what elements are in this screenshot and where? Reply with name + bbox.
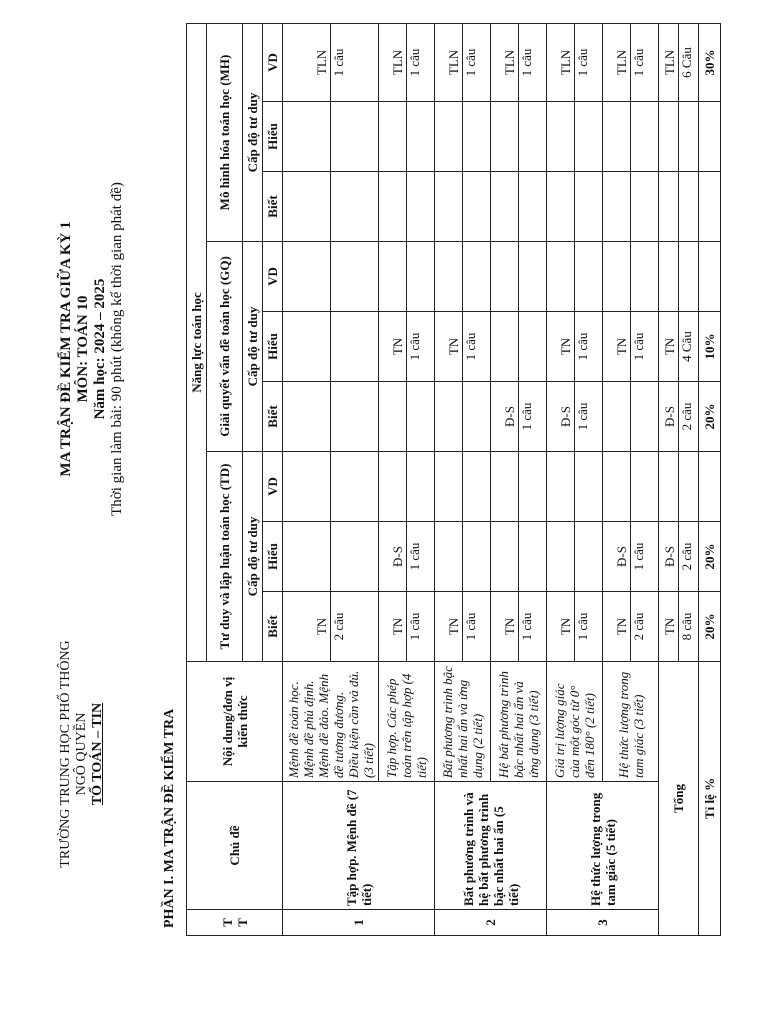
cell-question-count (631, 102, 647, 171)
matrix-cell (547, 522, 603, 592)
school-line-1: TRƯỜNG TRUNG HỌC PHỔ THÔNG (58, 640, 73, 868)
cell-question-count: 2 câu (331, 612, 346, 641)
header-td-biet: Biết (263, 592, 283, 662)
cell-question-count (407, 242, 423, 311)
cell-question-type: TLN (614, 24, 631, 101)
header-mh: Mô hình hóa toán học (MH) (207, 23, 243, 241)
cell-question-type (390, 102, 407, 171)
cell-question-count: 6 Câu (679, 47, 694, 78)
cell-question-type: TLN (314, 24, 331, 101)
matrix-cell (603, 592, 659, 662)
cell-question-count (407, 452, 423, 521)
matrix-cell (603, 312, 659, 382)
header-tt: T T (187, 910, 283, 936)
cell-question-count: 4 Câu (679, 331, 694, 362)
matrix-cell (283, 382, 379, 452)
header-mh-biet: Biết (263, 172, 283, 242)
cell-question-count (631, 452, 647, 521)
cell-question-count: 2 câu (679, 402, 694, 431)
ratio-cell (699, 172, 721, 242)
cell-question-count (679, 452, 695, 521)
cell-question-type: Đ-S (502, 382, 519, 451)
matrix-cell (283, 172, 379, 242)
cell-question-type: TN (558, 592, 575, 661)
ratio-cell: 20% (699, 592, 721, 662)
matrix-cell (547, 312, 603, 382)
exam-title (58, 114, 126, 584)
matrix-cell (283, 452, 379, 522)
matrix-cell (435, 102, 491, 172)
cell-question-type: TN (390, 312, 407, 381)
cell-question-count: 1 câu (463, 332, 478, 361)
matrix-cell (659, 452, 699, 522)
matrix-cell (603, 23, 659, 101)
cell-question-type (390, 452, 407, 521)
matrix-cell (435, 522, 491, 592)
matrix-cell (435, 452, 491, 522)
header-capdo-gq: Cấp độ tư duy (243, 242, 263, 452)
cell-question-type: Đ-S (558, 382, 575, 451)
matrix-cell (603, 172, 659, 242)
matrix-cell (435, 592, 491, 662)
header-capdo-mh: Cấp độ tư duy (243, 23, 263, 241)
matrix-cell (547, 452, 603, 522)
cell-question-type: TLN (502, 24, 519, 101)
cell-question-count: 1 câu (631, 542, 646, 571)
cell-question-count (575, 522, 591, 591)
cell-question-type (446, 242, 463, 311)
matrix-cell (379, 382, 435, 452)
school-line-2: NGÔ QUYỀN (74, 712, 89, 796)
header-nang-luc: Năng lực toán học (187, 23, 207, 661)
cell-question-type (314, 452, 331, 521)
cell-question-type: TLN (662, 24, 679, 101)
row-chu-de: Hệ thức lượng trong tam giác (5 tiết) (547, 782, 659, 910)
matrix-cell (603, 102, 659, 172)
cell-question-type (314, 172, 331, 241)
header-mh-hieu: Hiểu (263, 102, 283, 172)
matrix-cell (659, 382, 699, 452)
row-noi-dung: Hệ bất phương trình bậc nhất hai ẩn và ứng dụng (3 tiết) (491, 662, 547, 782)
cell-question-count: 2 câu (631, 612, 646, 641)
cell-question-type (558, 452, 575, 521)
cell-question-type: TN (662, 592, 679, 661)
cell-question-count (463, 102, 479, 171)
cell-question-count: 1 câu (575, 332, 590, 361)
cell-question-count (679, 172, 695, 241)
ratio-cell (699, 242, 721, 312)
matrix-cell (659, 592, 699, 662)
cell-question-type (614, 382, 631, 451)
cell-question-type (314, 242, 331, 311)
row-noi-dung: Bất phương trình bậc nhất hai ẩn và ứng dụng (2 tiết) (435, 662, 491, 782)
matrix-cell (435, 23, 491, 101)
cell-question-count: 1 câu (519, 612, 534, 641)
matrix-cell (603, 522, 659, 592)
cell-question-count: 1 câu (575, 402, 590, 431)
matrix-cell (659, 242, 699, 312)
cell-question-type (390, 172, 407, 241)
cell-question-type (614, 172, 631, 241)
matrix-cell (659, 522, 699, 592)
cell-question-count (331, 172, 347, 241)
cell-question-type (314, 522, 331, 591)
cell-question-count: 1 câu (407, 542, 422, 571)
ratio-cell: 30% (699, 23, 721, 101)
cell-question-count (679, 102, 695, 171)
cell-question-count (407, 172, 423, 241)
cell-question-count (575, 452, 591, 521)
matrix-cell (379, 592, 435, 662)
cell-question-type: Đ-S (390, 522, 407, 591)
matrix-cell (379, 172, 435, 242)
school-header (58, 604, 106, 904)
cell-question-count (631, 382, 647, 451)
cell-question-count (519, 312, 535, 381)
matrix-cell (283, 592, 379, 662)
matrix-cell (283, 312, 379, 382)
cell-question-type (502, 312, 519, 381)
cell-question-type (502, 172, 519, 241)
header-gq: Giải quyết vấn đề toán học (GQ) (207, 242, 243, 452)
cell-question-count: 1 câu (519, 48, 534, 77)
cell-question-count (519, 452, 535, 521)
matrix-cell (547, 242, 603, 312)
cell-question-type (614, 242, 631, 311)
cell-question-count: 1 câu (575, 612, 590, 641)
header-gq-biet: Biết (263, 382, 283, 452)
cell-question-count (331, 312, 347, 381)
total-row (659, 23, 699, 935)
cell-question-count (519, 102, 535, 171)
cell-question-type (446, 522, 463, 591)
matrix-cell (547, 382, 603, 452)
matrix-cell (659, 312, 699, 382)
matrix-cell (379, 522, 435, 592)
header-gq-hieu: Hiểu (263, 312, 283, 382)
matrix-cell (547, 172, 603, 242)
cell-question-count (331, 452, 347, 521)
cell-question-count (575, 102, 591, 171)
cell-question-count: 1 câu (631, 332, 646, 361)
cell-question-count (519, 242, 535, 311)
row-noi-dung: Giá trị lượng giác của một góc từ 0° đến 180° (2 tiết) (547, 662, 603, 782)
cell-question-type: TLN (558, 24, 575, 101)
cell-question-type: Đ-S (662, 522, 679, 591)
matrix-cell (379, 312, 435, 382)
cell-question-count (463, 382, 479, 451)
cell-question-count: 1 câu (631, 48, 646, 77)
header-mh-vd: VD (263, 23, 283, 101)
matrix-cell (491, 102, 547, 172)
ratio-label: Tỉ lệ % (699, 662, 721, 936)
row-tt: 2 (435, 910, 547, 936)
cell-question-count (631, 172, 647, 241)
matrix-cell (547, 23, 603, 101)
cell-question-count (463, 242, 479, 311)
cell-question-count: 1 câu (463, 48, 478, 77)
cell-question-type (614, 102, 631, 171)
matrix-cell (603, 382, 659, 452)
cell-question-type (446, 102, 463, 171)
table-row (435, 23, 491, 935)
row-chu-de: Bất phương trình và hệ bất phương trình bậc nhất hai ẩn (5 tiết) (435, 782, 547, 910)
header-chu-de: Chủ đề (187, 782, 283, 910)
ratio-cell: 20% (699, 382, 721, 452)
cell-question-count (463, 522, 479, 591)
row-noi-dung: Mệnh đề toán học. Mệnh đề phủ định. Mệnh đề đảo. Mệnh đề tương đương. Điều kiện cần và đủ. (3 tiết) (283, 662, 379, 782)
total-label: Tổng (659, 662, 699, 936)
cell-question-count: 1 câu (407, 612, 422, 641)
cell-question-type (502, 242, 519, 311)
cell-question-count: 8 câu (679, 612, 694, 641)
cell-question-count: 1 câu (331, 48, 346, 77)
cell-question-type (662, 172, 679, 241)
cell-question-count: 1 câu (407, 48, 422, 77)
matrix-cell (283, 102, 379, 172)
header-td: Tư duy và lập luận toán học (TD) (207, 452, 243, 662)
cell-question-type (558, 242, 575, 311)
cell-question-type (446, 172, 463, 241)
matrix-cell (379, 102, 435, 172)
matrix-cell (659, 172, 699, 242)
matrix-cell (379, 452, 435, 522)
cell-question-count (631, 242, 647, 311)
cell-question-count: 1 câu (463, 612, 478, 641)
cell-question-type (314, 312, 331, 381)
cell-question-type: TN (502, 592, 519, 661)
matrix-cell (379, 242, 435, 312)
matrix-cell (379, 23, 435, 101)
matrix-table (186, 23, 721, 936)
cell-question-type (446, 452, 463, 521)
matrix-cell (435, 242, 491, 312)
cell-question-type (558, 172, 575, 241)
matrix-cell (603, 242, 659, 312)
row-chu-de: Tập hợp. Mệnh đề (7 tiết) (283, 782, 435, 910)
ratio-cell: 20% (699, 522, 721, 592)
table-row (283, 23, 379, 935)
cell-question-count (575, 242, 591, 311)
header-td-hieu: Hiểu (263, 522, 283, 592)
matrix-cell (491, 242, 547, 312)
cell-question-count (407, 102, 423, 171)
matrix-cell (435, 172, 491, 242)
cell-question-type: TLN (446, 24, 463, 101)
ratio-cell (699, 102, 721, 172)
matrix-cell (435, 382, 491, 452)
matrix-cell (547, 592, 603, 662)
matrix-body (187, 23, 721, 935)
header-capdo-td: Cấp độ tư duy (243, 452, 263, 662)
row-noi-dung: Hệ thức lượng trong tam giác (3 tiết) (603, 662, 659, 782)
title-line-3: Năm học: 2024 – 2025 (92, 278, 108, 420)
cell-question-type (614, 452, 631, 521)
cell-question-count: 1 câu (519, 402, 534, 431)
cell-question-type (662, 102, 679, 171)
matrix-cell (603, 452, 659, 522)
matrix-cell (283, 23, 379, 101)
row-tt: 3 (547, 910, 659, 936)
matrix-cell (547, 102, 603, 172)
matrix-cell (283, 242, 379, 312)
ratio-row (699, 23, 721, 935)
cell-question-type: TLN (390, 24, 407, 101)
matrix-cell (659, 102, 699, 172)
matrix-cell (491, 382, 547, 452)
cell-question-type (446, 382, 463, 451)
cell-question-count (331, 242, 347, 311)
cell-question-type (502, 102, 519, 171)
cell-question-type (502, 452, 519, 521)
cell-question-type (662, 242, 679, 311)
matrix-cell (491, 592, 547, 662)
cell-question-count (463, 172, 479, 241)
cell-question-type (662, 452, 679, 521)
title-line-2: MÔN: TOÁN 10 (75, 295, 91, 403)
cell-question-type (502, 522, 519, 591)
cell-question-count (519, 172, 535, 241)
row-tt: 1 (283, 910, 435, 936)
cell-question-type (390, 242, 407, 311)
cell-question-count (331, 522, 347, 591)
cell-question-type: TN (558, 312, 575, 381)
matrix-cell (491, 23, 547, 101)
header-gq-vd: VD (263, 242, 283, 312)
cell-question-type: TN (390, 592, 407, 661)
title-line-4: Thời gian làm bài: 90 phút (không kể thời gian phát đề) (109, 182, 125, 516)
department-name: TỔ TOÁN – TIN (90, 702, 105, 806)
cell-question-count (463, 452, 479, 521)
cell-question-type: Đ-S (614, 522, 631, 591)
cell-question-count: 1 câu (575, 48, 590, 77)
cell-question-count (575, 172, 591, 241)
cell-question-type: TN (446, 592, 463, 661)
cell-question-count (407, 382, 423, 451)
cell-question-type (558, 102, 575, 171)
matrix-cell (659, 23, 699, 101)
matrix-cell (491, 172, 547, 242)
cell-question-type: TN (314, 592, 331, 661)
cell-question-type: Đ-S (662, 382, 679, 451)
cell-question-type: TN (446, 312, 463, 381)
matrix-cell (283, 522, 379, 592)
cell-question-type (314, 102, 331, 171)
row-noi-dung: Tập hợp. Các phép toán trên tập hợp (4 tiết) (379, 662, 435, 782)
cell-question-type (390, 382, 407, 451)
title-line-1: MA TRẬN ĐỀ KIỂM TRA GIỮA KỲ 1 (58, 221, 74, 477)
cell-question-count: 1 câu (407, 332, 422, 361)
cell-question-type: TN (614, 312, 631, 381)
ratio-cell: 10% (699, 312, 721, 382)
table-row (547, 23, 603, 935)
cell-question-type (558, 522, 575, 591)
cell-question-count (331, 382, 347, 451)
header-td-vd: VD (263, 452, 283, 522)
cell-question-count: 2 câu (679, 542, 694, 571)
cell-question-type: TN (662, 312, 679, 381)
ratio-cell (699, 452, 721, 522)
cell-question-count (331, 102, 347, 171)
school-line-3 (90, 604, 106, 904)
matrix-cell (435, 312, 491, 382)
part-title: PHẦN I. MA TRẬN ĐỀ KIỂM TRA (162, 708, 177, 928)
cell-question-count (679, 242, 695, 311)
cell-question-count (519, 522, 535, 591)
cell-question-type: TN (614, 592, 631, 661)
cell-question-type (314, 382, 331, 451)
header-noi-dung: Nội dung/đơn vị kiến thức (187, 662, 283, 782)
matrix-cell (491, 312, 547, 382)
matrix-cell (491, 452, 547, 522)
matrix-cell (491, 522, 547, 592)
